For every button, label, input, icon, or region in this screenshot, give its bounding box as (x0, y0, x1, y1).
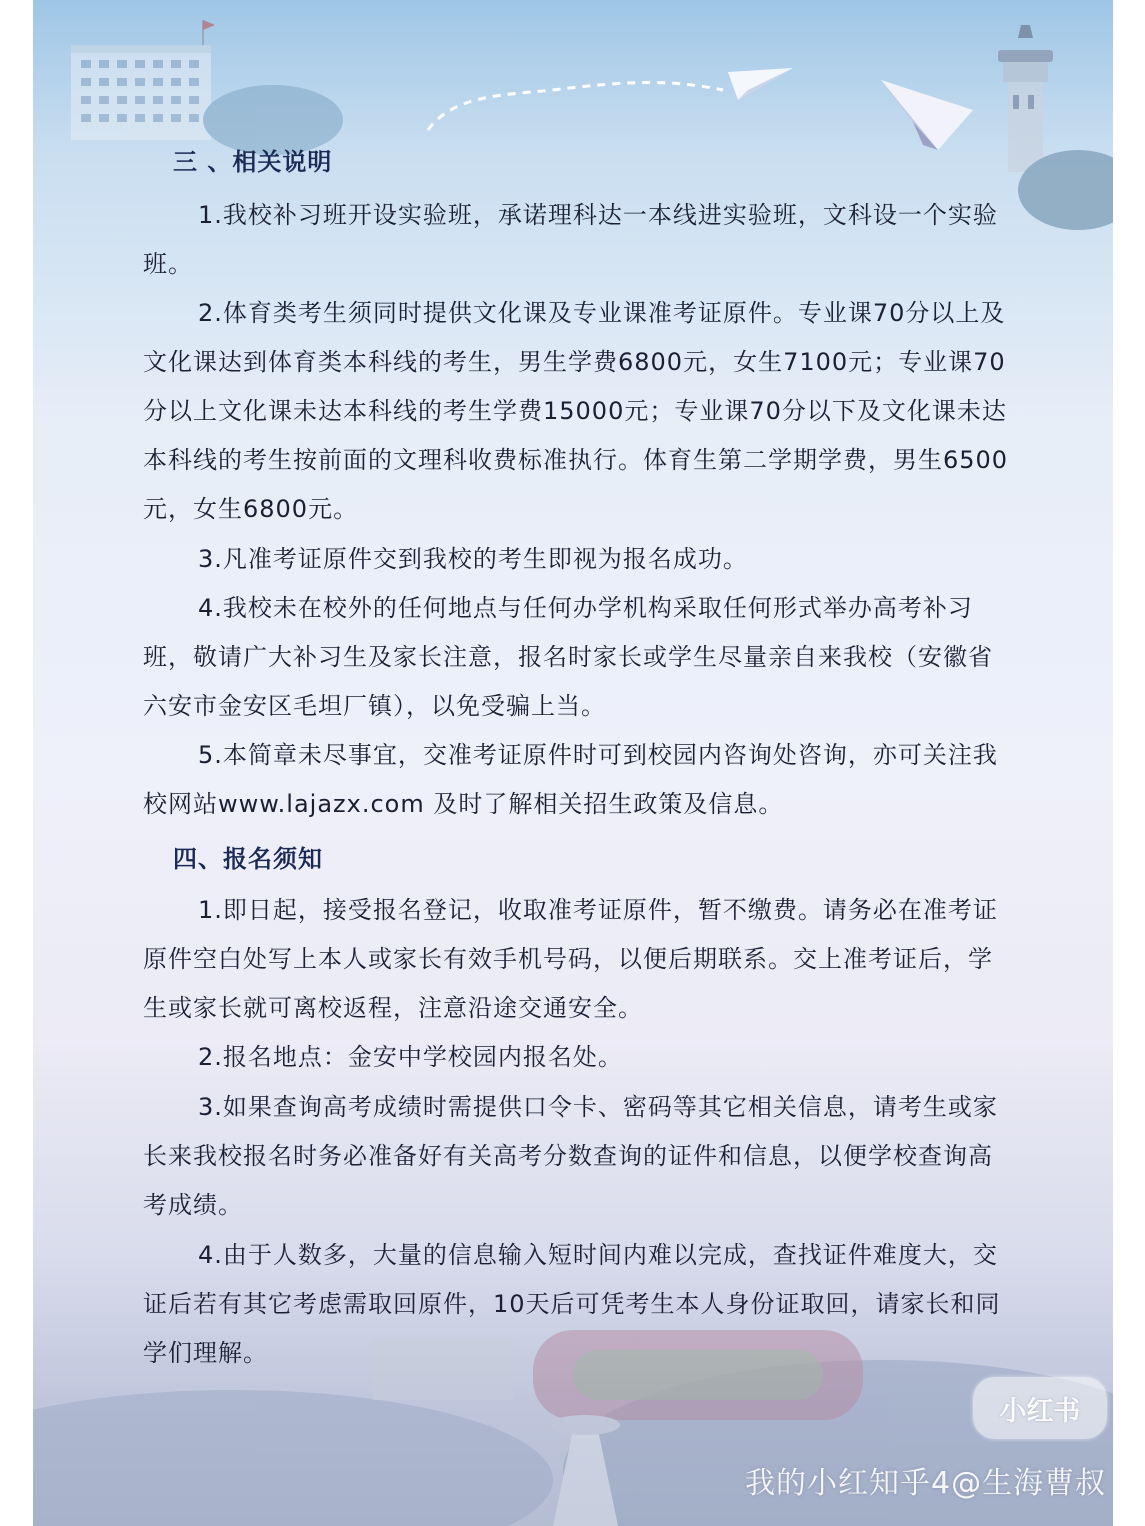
paper-plane-large-icon (881, 80, 973, 150)
registration-item-3: 3.如果查询高考成绩时需提供口令卡、密码等其它相关信息，请考生或家长来我校报名时务必准备好有关高考分数查询的证件和信息，以便学校查询高考成绩。 (143, 1093, 998, 1219)
registration-item-2: 2.报名地点：金安中学校园内报名处。 (198, 1043, 623, 1071)
flight-path (428, 83, 723, 131)
section-heading-registration: 四、报名须知 (173, 845, 323, 873)
left-margin (0, 0, 33, 1526)
notes-item-3: 3.凡准考证原件交到我校的考生即视为报名成功。 (198, 545, 748, 573)
notes-item-4: 4.我校未在校外的任何地点与任何办学机构采取任何形式举办高考补习班，敬请广大补习生及家长注意，报名时家长或学生尽量亲自来我校（安徽省六安市金安区毛坦厂镇），以免受骗上当。 (143, 594, 993, 720)
registration-item-1: 1.即日起，接受报名登记，收取准考证原件，暂不缴费。请务必在准考证原件空白处写上本人或家长有效手机号码，以便后期联系。交上准考证后，学生或家长就可离校返程，注意沿途交通安全。 (143, 896, 998, 1022)
section-heading-notes: 三 、相关说明 (173, 148, 333, 176)
notes-item-1: 1.我校补习班开设实验班，承诺理科达一本线进实验班，文科设一个实验班。 (143, 201, 998, 278)
registration-item-4: 4.由于人数多，大量的信息输入短时间内难以完成，查找证件难度大，交证后若有其它考虑需取回原件，10天后可凭考生本人身份证取回，请家长和同学们理解。 (143, 1241, 1001, 1367)
xiaohongshu-logo: 小红书 (973, 1377, 1107, 1439)
watermark-text: 我的小红知乎4@生海曹叔 (745, 1466, 1107, 1501)
paper-plane-small-icon (728, 68, 793, 100)
school-building-illustration (71, 20, 343, 155)
tower-illustration (998, 25, 1113, 230)
poster (33, 0, 1113, 1526)
right-margin (1113, 0, 1145, 1526)
notes-item-2: 2.体育类考生须同时提供文化课及专业课准考证原件。专业课70分以上及文化课达到体育类本科线的考生，男生学费6800元，女生7100元；专业课70分以上文化课未达本科线的考生学费15000元；专业课70分以下及文化课未达本科线的考生按前面的文理科收费标准执行。体育生第二学期学费，男生6500元，女生6800元。 (143, 299, 1009, 523)
notes-item-5: 5.本简章未尽事宜，交准考证原件时可到校园内咨询处咨询，亦可关注我校网站www.lajazx.com 及时了解相关招生政策及信息。 (143, 741, 998, 818)
